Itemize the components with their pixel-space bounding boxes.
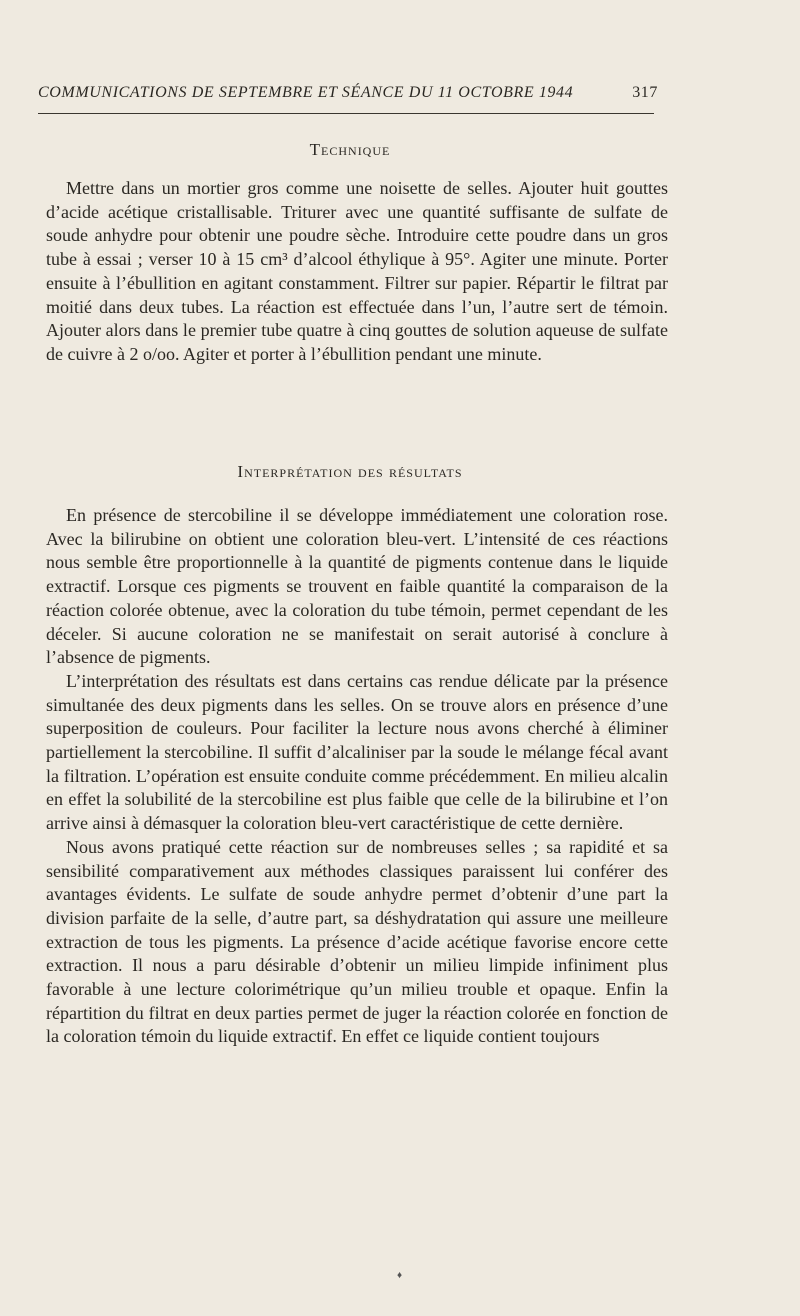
running-header [38,80,658,106]
paragraph: En présence de stercobiline il se développe immédiatement une coloration rose. Avec la bilirubine on obtient une coloration bleu-vert. L’intensité de ces réactions nous semble être proportionnelle à la quantité de pigments contenue dans le liquide extractif. Lorsque ces pigments se trouvent en faible quantité la comparaison de la réaction colorée obtenue, avec la coloration du tube témoin, permet cependant de les déceler. Si aucune coloration ne se manifestait on serait autorisé à conclure à l’absence de pigments. [46,505,668,668]
header-rule [38,113,654,114]
section-heading-technique: Technique [309,140,391,159]
printer-mark: ♦ [397,1270,403,1281]
header-title: COMMUNICATIONS DE SEPTEMBRE ET SÉANCE DU 11 OCTOBRE 1944 [38,84,574,101]
page-number: 317 [632,84,658,101]
section-heading-interpretation: Interprétation des résultats [237,462,463,481]
paragraph: L’interprétation des résultats est dans certains cas rendue délicate par la présence simultanée des deux pigments dans les selles. On se trouve alors en présence d’une superposition de couleurs. Pour faciliter la lecture nous avons cherché à éliminer partiellement la stercobiline. Il suffit d’alcaliniser par la soude le mélange fécal avant la filtration. L’opération est ensuite conduite comme précédemment. En milieu alcalin en effet la solubilité de la stercobiline est plus faible que celle de la bilirubine et l’on arrive ainsi à démasquer la coloration bleu-vert caractéristique de cette dernière. [46,670,668,834]
section-body-interpretation [46,504,668,1049]
paragraph: Mettre dans un mortier gros comme une noisette de selles. Ajouter huit gouttes d’acide acétique cristallisable. Triturer avec une quantité suffisante de sulfate de soude anhydre pour obtenir une poudre sèche. Introduire cette poudre dans un gros tube à essai ; verser 10 à 15 cm³ d’alcool éthylique à 95°. Agiter une minute. Porter ensuite à l’ébullition en agitant constamment. Filtrer sur papier. Répartir le filtrat par moitié dans deux tubes. La réaction est effectuée dans l’un, l’autre sert de témoin. Ajouter alors dans le premier tube quatre à cinq gouttes de solution aqueuse de sulfate de cuivre à 2 o/oo. Agiter et porter à l’ébullition pendant une minute. [46,178,668,364]
section-body-technique [46,177,668,367]
paragraph: Nous avons pratiqué cette réaction sur de nombreuses selles ; sa rapidité et sa sensibilité comparativement aux méthodes classiques paraissent lui conférer des avantages évidents. Le sulfate de soude anhydre permet d’obtenir d’une part la division parfaite de la selle, d’autre part, sa déshydratation qui assure une meilleure extraction de tous les pigments. La présence d’acide acétique favorise encore cette extraction. Il nous a paru désirable d’obtenir un milieu limpide infiniment plus favorable à une lecture colorimétrique qu’un milieu trouble et opaque. Enfin la répartition du filtrat en deux parties permet de juger la réaction colorée en fonction de la coloration témoin du liquide extractif. En effet ce liquide contient toujours [46,836,668,1047]
